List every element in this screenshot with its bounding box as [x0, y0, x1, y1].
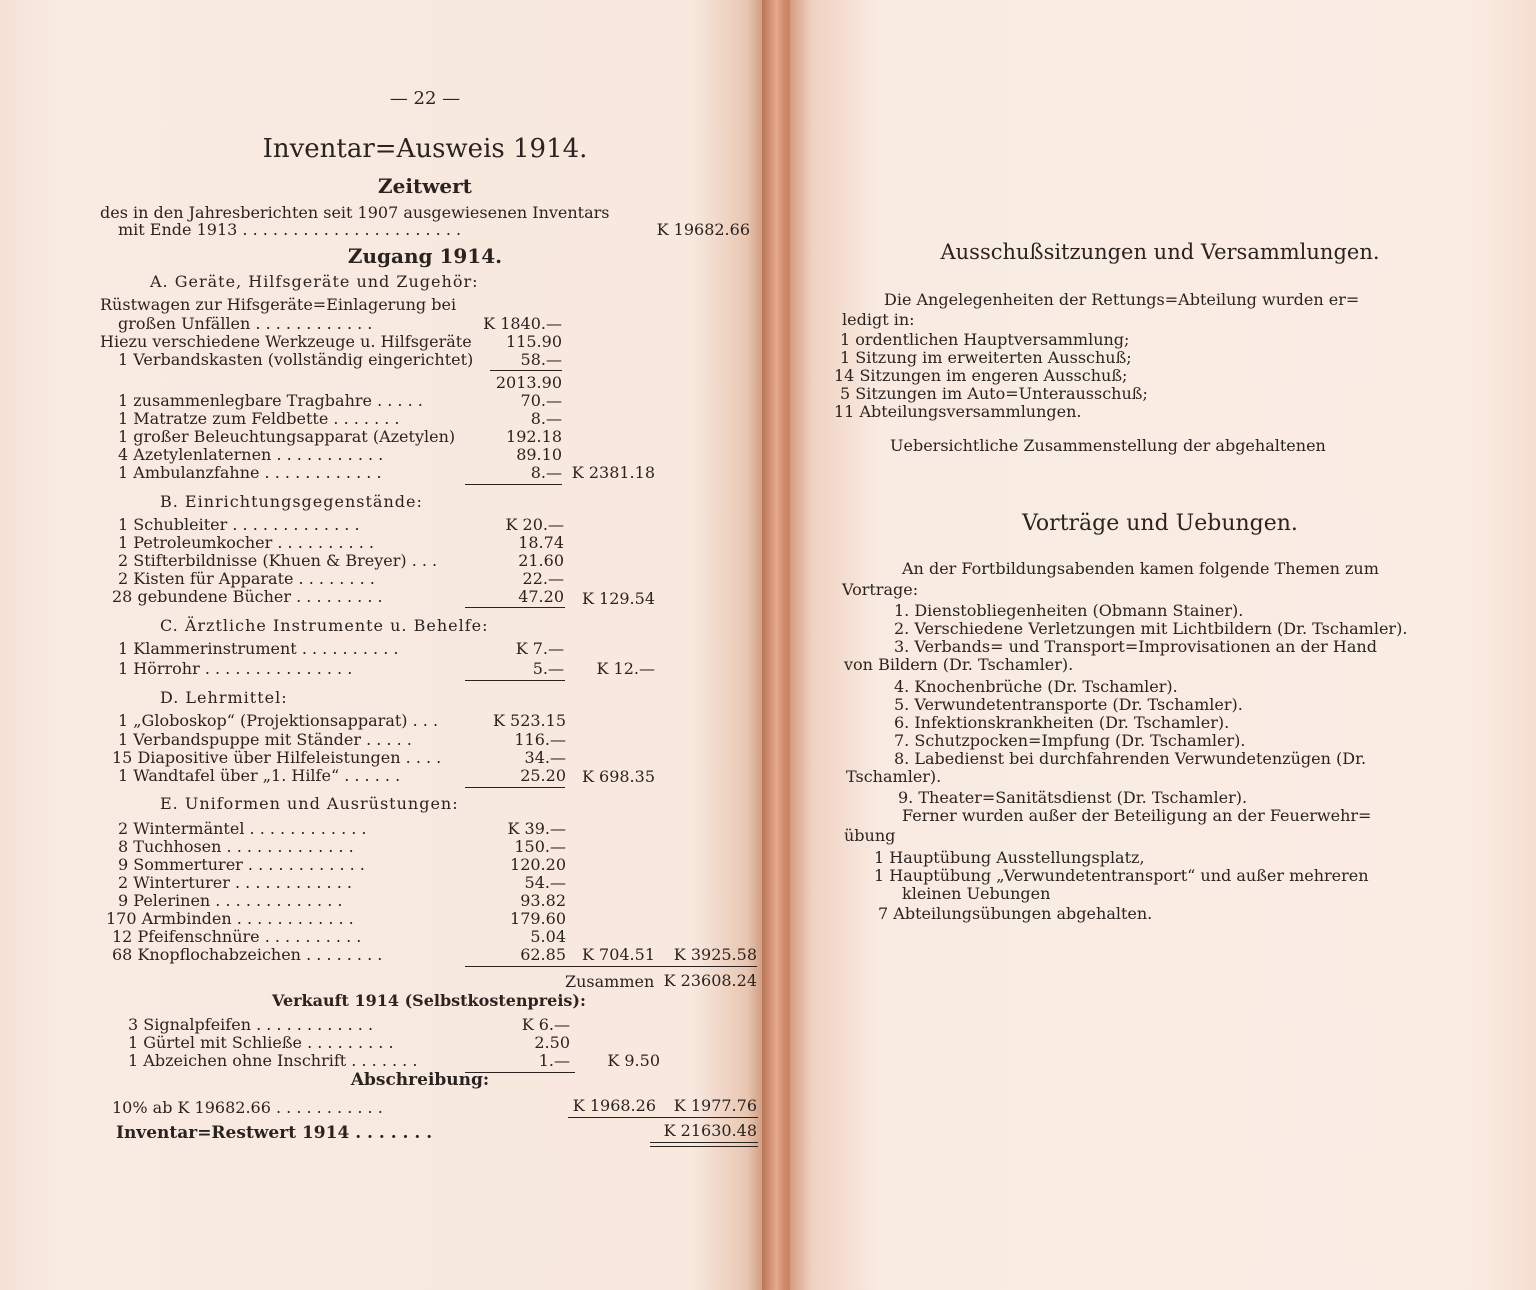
- divider: [568, 1117, 758, 1118]
- divider: [465, 607, 565, 608]
- right-page: [790, 0, 1536, 1290]
- lecture-item: Ferner wurden außer der Beteiligung an der Feuerwehr=: [902, 806, 1372, 825]
- zusammen-amount: K 23608.24: [663, 971, 757, 990]
- abschreibung-amount: K 1968.26: [572, 1096, 656, 1115]
- double-rule: [650, 1142, 758, 1147]
- item-amount: 5.—: [532, 659, 564, 678]
- item-amount: 89.10: [516, 445, 562, 464]
- meeting-item: 5 Sitzungen im Auto=Unterausschuß;: [840, 384, 1148, 403]
- section-d-heading: D. Lehrmittel:: [160, 688, 288, 707]
- item-amount: 62.85: [520, 945, 566, 964]
- item-amount: 58.—: [520, 350, 562, 369]
- item-amount: 18.74: [518, 533, 564, 552]
- meeting-item: 1 Sitzung im erweiterten Ausschuß;: [840, 348, 1132, 367]
- lecture-item: 2. Verschiedene Verletzungen mit Lichtbildern (Dr. Tschamler).: [894, 619, 1408, 638]
- item-amount: 21.60: [518, 551, 564, 570]
- meeting-item: 11 Abteilungsversammlungen.: [834, 402, 1082, 421]
- item-amount: K 1840.—: [483, 314, 562, 333]
- list-item: 9 Sommerturer . . . . . . . . . . . .: [118, 855, 365, 874]
- list-item: 1 Abzeichen ohne Inschrift . . . . . . .: [128, 1051, 418, 1070]
- divider: [465, 680, 565, 681]
- lecture-item: 8. Labedienst bei durchfahrenden Verwundetenzügen (Dr.: [894, 749, 1367, 768]
- divider: [490, 370, 562, 371]
- list-item: 9 Pelerinen . . . . . . . . . . . . .: [118, 891, 343, 910]
- item-amount: K 6.—: [521, 1015, 570, 1034]
- list-item: 1 Wandtafel über „1. Hilfe“ . . . . . .: [118, 766, 401, 785]
- zeitwert-line2: mit Ende 1913 . . . . . . . . . . . . . . . . . . . . . .: [118, 220, 462, 239]
- item-amount: 115.90: [506, 332, 562, 351]
- list-item: Rüstwagen zur Hifsgeräte=Einlagerung bei: [100, 295, 457, 314]
- item-amount: 22.—: [522, 569, 564, 588]
- list-item: 12 Pfeifenschnüre . . . . . . . . . .: [112, 927, 362, 946]
- item-amount: 70.—: [520, 391, 562, 410]
- list-item: 8 Tuchhosen . . . . . . . . . . . . .: [118, 837, 354, 856]
- lectures-intro: An der Fortbildungsabenden kamen folgende Themen zum: [902, 559, 1379, 578]
- section-total: K 129.54: [581, 589, 655, 608]
- list-item: 2 Stifterbildnisse (Khuen & Breyer) . . .: [118, 551, 438, 570]
- item-amount: 54.—: [524, 873, 566, 892]
- intro-line: Die Angelegenheiten der Rettungs=Abteilung wurden er=: [884, 290, 1360, 309]
- list-item: 1 Verbandskasten (vollständig eingerichtet): [118, 350, 474, 369]
- lecture-item: 6. Infektionskrankheiten (Dr. Tschamler).: [894, 713, 1230, 732]
- summary-line: Uebersichtliche Zusammenstellung der abgehaltenen: [890, 436, 1326, 455]
- section-a-heading: A. Geräte, Hilfsgeräte und Zugehör:: [150, 272, 479, 291]
- section-b-heading: B. Einrichtungsgegenstände:: [160, 492, 423, 511]
- list-item: 1 zusammenlegbare Tragbahre . . . . .: [118, 391, 423, 410]
- list-item: 2 Wintermäntel . . . . . . . . . . . .: [118, 819, 367, 838]
- list-item: 1 Klammerinstrument . . . . . . . . . .: [118, 639, 399, 658]
- lecture-item: 5. Verwundetentransporte (Dr. Tschamler).: [894, 695, 1243, 714]
- page-number: — 22 —: [389, 88, 461, 109]
- lectures-title: Vorträge und Uebungen.: [1022, 511, 1298, 536]
- list-item: 3 Signalpfeifen . . . . . . . . . . . .: [128, 1015, 374, 1034]
- section-e-heading: E. Uniformen und Ausrüstungen:: [160, 794, 459, 813]
- lecture-item: 1. Dienstobliegenheiten (Obmann Stainer).: [894, 601, 1244, 620]
- divider: [465, 966, 757, 967]
- list-item: 1 Verbandspuppe mit Ständer . . . . .: [118, 730, 412, 749]
- list-item: 28 gebundene Bücher . . . . . . . . .: [112, 587, 383, 606]
- list-item: 1 Petroleumkocher . . . . . . . . . .: [118, 533, 374, 552]
- list-item: 1 großer Beleuchtungsapparat (Azetylen): [118, 427, 456, 446]
- lecture-item: Tschamler).: [846, 767, 942, 786]
- zeitwert-line1: des in den Jahresberichten seit 1907 ausgewiesenen Inventars: [100, 203, 610, 222]
- item-amount: 179.60: [510, 909, 566, 928]
- restwert-amount: K 21630.48: [663, 1121, 757, 1140]
- list-item: 4 Azetylenlaternen . . . . . . . . . . .: [118, 445, 384, 464]
- lecture-item: 1 Hauptübung „Verwundetentransport“ und außer mehreren: [874, 866, 1369, 885]
- zugang-heading: Zugang 1914.: [347, 244, 503, 268]
- list-item: 15 Diapositive über Hilfeleistungen . . . .: [112, 748, 442, 767]
- item-amount: 47.20: [518, 587, 564, 606]
- lecture-item: 3. Verbands= und Transport=Improvisationen an der Hand: [894, 637, 1377, 656]
- meeting-item: 14 Sitzungen im engeren Ausschuß;: [834, 366, 1128, 385]
- page-title: Inventar=Ausweis 1914.: [262, 134, 588, 164]
- list-item: 1 Matratze zum Feldbette . . . . . . .: [118, 409, 400, 428]
- lecture-item: kleinen Uebungen: [902, 884, 1051, 903]
- list-item: 1 Hörrohr . . . . . . . . . . . . . . .: [118, 659, 353, 678]
- item-amount: 8.—: [530, 463, 562, 482]
- item-amount: 8.—: [530, 409, 562, 428]
- section-total: K 698.35: [581, 767, 655, 786]
- item-amount: 150.—: [514, 837, 566, 856]
- list-item: 68 Knopflochabzeichen . . . . . . . .: [112, 945, 383, 964]
- lecture-item: 7 Abteilungsübungen abgehalten.: [878, 904, 1153, 923]
- section-total: K 704.51: [581, 945, 655, 964]
- list-item: 2 Kisten für Apparate . . . . . . . .: [118, 569, 375, 588]
- lecture-item: von Bildern (Dr. Tschamler).: [844, 655, 1074, 674]
- item-amount: K 20.—: [505, 515, 564, 534]
- item-amount: 25.20: [520, 766, 566, 785]
- zeitwert-heading: Zeitwert: [378, 174, 472, 198]
- divider: [465, 787, 565, 788]
- section-total: K 2381.18: [571, 463, 655, 482]
- lecture-item: 9. Theater=Sanitätsdienst (Dr. Tschamler).: [898, 788, 1248, 807]
- lecture-item: übung: [844, 826, 896, 845]
- abschreibung-heading: Abschreibung:: [350, 1070, 490, 1090]
- section-c-heading: C. Ärztliche Instrumente u. Behelfe:: [160, 616, 489, 635]
- list-item: 1 Schubleiter . . . . . . . . . . . . .: [118, 515, 360, 534]
- item-amount: 1.—: [538, 1051, 570, 1070]
- list-item: 170 Armbinden . . . . . . . . . . . .: [106, 909, 354, 928]
- item-amount: K 7.—: [515, 639, 564, 658]
- item-amount: K 39.—: [507, 819, 566, 838]
- item-amount: 192.18: [506, 427, 562, 446]
- list-item: 1 Gürtel mit Schließe . . . . . . . . .: [128, 1033, 394, 1052]
- item-amount: 120.20: [510, 855, 566, 874]
- intro-line: ledigt in:: [842, 310, 915, 329]
- grand-subtotal: K 3925.58: [673, 945, 757, 964]
- list-item: 1 Ambulanzfahne . . . . . . . . . . . .: [118, 463, 382, 482]
- lectures-intro: Vortrage:: [842, 580, 919, 599]
- lecture-item: 4. Knochenbrüche (Dr. Tschamler).: [894, 677, 1178, 696]
- item-amount: 93.82: [520, 891, 566, 910]
- lecture-item: 1 Hauptübung Ausstellungsplatz,: [874, 848, 1145, 867]
- meetings-title: Ausschußsitzungen und Versammlungen.: [940, 240, 1380, 264]
- list-item: großen Unfällen . . . . . . . . . . . .: [118, 314, 373, 333]
- verkauft-heading: Verkauft 1914 (Selbstkostenpreis):: [272, 991, 586, 1010]
- list-item: 1 „Globoskop“ (Projektionsapparat) . . .: [118, 711, 439, 730]
- item-amount: 2.50: [534, 1033, 570, 1052]
- restwert-label: Inventar=Restwert 1914 . . . . . . .: [116, 1123, 433, 1143]
- divider: [465, 484, 562, 485]
- subtotal: 2013.90: [495, 373, 562, 392]
- lecture-item: 7. Schutzpocken=Impfung (Dr. Tschamler).: [894, 731, 1246, 750]
- section-total: K 12.—: [596, 659, 655, 678]
- section-total: K 9.50: [607, 1051, 660, 1070]
- abschreibung-total: K 1977.76: [673, 1096, 757, 1115]
- list-item: 2 Winterturer . . . . . . . . . . . .: [118, 873, 352, 892]
- meeting-item: 1 ordentlichen Hauptversammlung;: [840, 330, 1130, 349]
- list-item: Hiezu verschiedene Werkzeuge u. Hilfsgeräte: [100, 332, 472, 351]
- abschreibung-text: 10% ab K 19682.66 . . . . . . . . . . .: [112, 1098, 383, 1117]
- item-amount: 116.—: [514, 730, 566, 749]
- item-amount: 5.04: [530, 927, 566, 946]
- item-amount: K 523.15: [492, 711, 566, 730]
- zusammen-label: Zusammen: [565, 972, 655, 991]
- item-amount: 34.—: [524, 748, 566, 767]
- zeitwert-amount: K 19682.66: [656, 220, 750, 239]
